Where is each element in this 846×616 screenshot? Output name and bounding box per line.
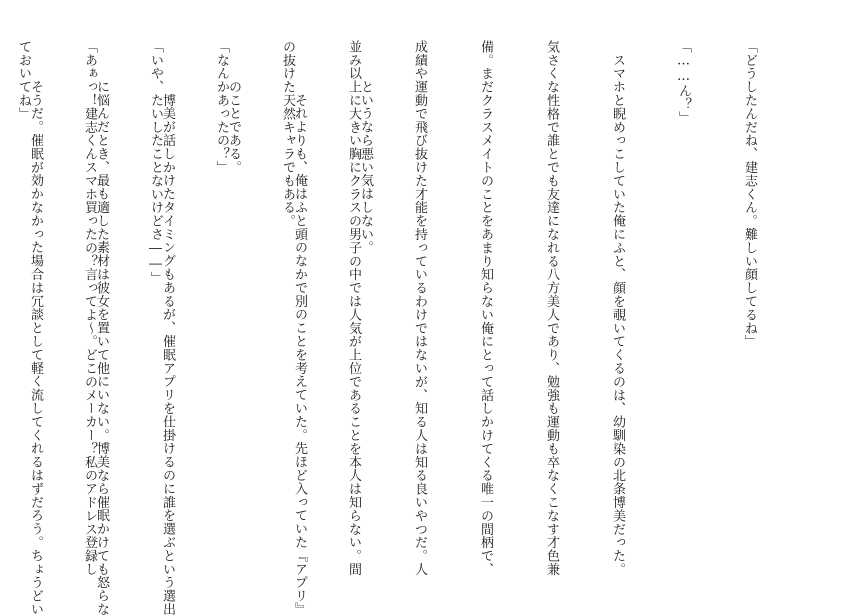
text-line: 「なんかあったの？」 xyxy=(214,40,229,174)
text-line: 備。まだクラスメイトのことをあまり知らない俺にとって話しかけてくる唯一の間柄で、 xyxy=(478,40,493,576)
text-line: の抜けた天然キャラでもある。 xyxy=(280,40,295,228)
text-line: 成績や運動で飛び抜けた才能を持っているわけではないが、知る人は知る良いやつだ。人 xyxy=(412,40,427,576)
text-line: スマホと睨めっこしていた俺にふと、顔を覗いてくるのは、幼馴染の北条博美だった。 xyxy=(610,40,625,576)
text-line: 「あぁっ！建志くんスマホ買ったの？言ってよ～。どこのメーカー？私のアドレス登録し xyxy=(82,40,97,576)
text-line: 「……ん？」 xyxy=(676,40,691,125)
text-line: 「いや、たいしたことないけどさ――」 xyxy=(148,40,163,286)
left-page-text xyxy=(28,80,420,616)
text-line: に悩んだとき、最も適した素材は彼女を置いて他にいない。博美なら催眠かけても怒らな xyxy=(94,80,109,616)
text-line: というなら悪い気はしない。 xyxy=(358,80,373,255)
text-line: のことである。 xyxy=(226,80,241,174)
text-line: 並み以上に大きい胸にクラスの男子の中では人気が上位であることを本人は知らない。間 xyxy=(346,40,361,576)
text-line: ておいてね」 xyxy=(16,40,31,121)
text-line: そうだ。催眠が効かなかった場合は冗談として軽く流してくれるはずだろう。ちょうどい xyxy=(28,80,43,616)
text-line: 気さくな性格で誰とでも友達になれる八方美人であり、勉強も運動も卒なくこなす才色兼 xyxy=(544,40,559,576)
text-line: それよりも、俺はふと頭のなかで別のことを考えていた。先ほど入っていた『アプリ』 xyxy=(292,80,307,616)
text-line: 「どうしたんだね、建志くん。難しい顔してるね」 xyxy=(742,40,757,349)
text-line: 博美が話しかけたタイミングもあるが、催眠アプリを仕掛けるのに誰を選ぶという選出 xyxy=(160,80,175,616)
